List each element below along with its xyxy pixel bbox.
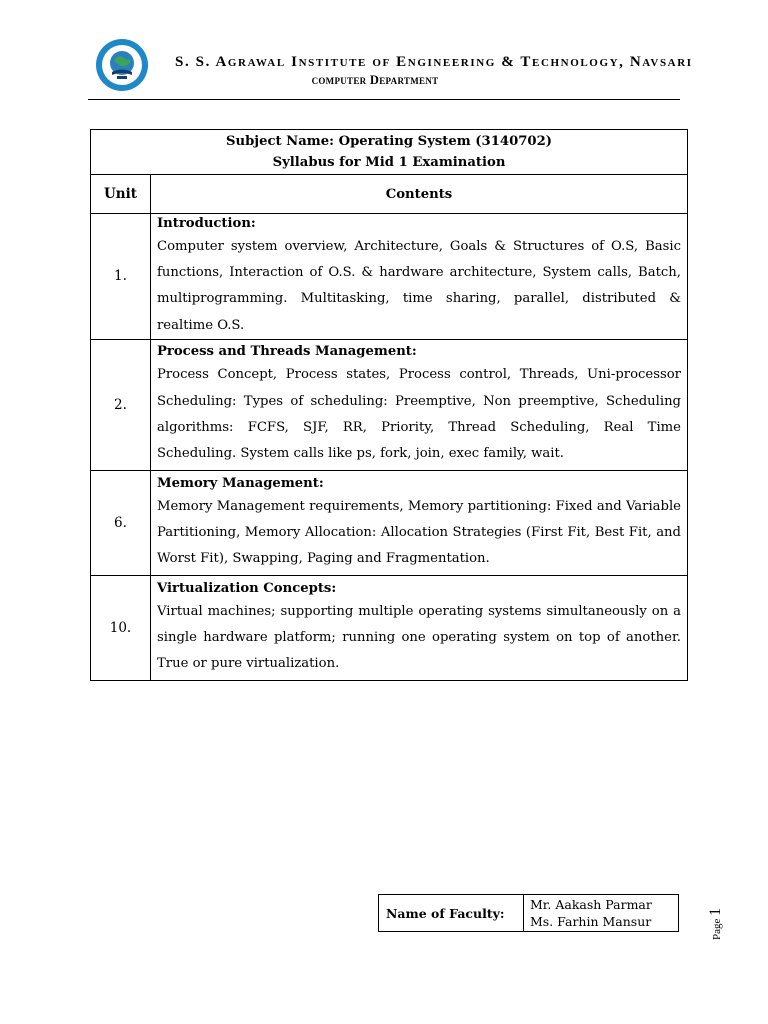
table-row [91, 575, 688, 680]
unit-description: Computer system overview, Architecture, Goals & Structures of O.S, Basic functions, Interaction of O.S. & hardware architecture, System calls, Batch, multiprogramming. Multitasking, time sharing, parallel, distributed & realtime O.S. [157, 239, 681, 333]
contents-column-header: Contents [151, 175, 688, 214]
unit-description: Virtual machines; supporting multiple operating systems simultaneously on a single hardware platform; running one operating system on top of another. True or pure virtualization. [157, 603, 681, 671]
page-label: Page [711, 918, 723, 940]
faculty-name: Ms. Farhin Mansur [530, 914, 652, 929]
faculty-name: Mr. Aakash Parmar [530, 897, 652, 912]
header-row [91, 175, 688, 214]
faculty-names [524, 895, 679, 932]
exam-title: Syllabus for Mid 1 Examination [272, 155, 506, 170]
page-number [707, 907, 747, 940]
unit-description: Process Concept, Process states, Process control, Threads, Uni-processor Scheduling: Types of scheduling: Preemptive, Non preemptive, Scheduling algorithms: FCFS, SJF, RR, Priority, Thread Scheduling, Real Time Scheduling. System calls like ps, fork, join, exec family, wait. [157, 367, 681, 462]
table-row [91, 214, 688, 340]
header-divider [88, 99, 680, 100]
unit-title: Virtualization Concepts: [157, 580, 337, 596]
table-row [91, 339, 688, 470]
unit-title: Process and Threads Management: [157, 344, 417, 360]
page-number-value: 1 [707, 907, 724, 916]
subject-cell [91, 130, 688, 175]
institute-name: S. S. Agrawal Institute of Engineering & Technology, Navsari [175, 54, 693, 70]
faculty-row [379, 895, 679, 932]
faculty-table [378, 894, 679, 932]
table-row [91, 470, 688, 575]
unit-contents [151, 214, 688, 340]
unit-number: 6. [91, 470, 151, 575]
unit-number: 2. [91, 339, 151, 470]
unit-number: 10. [91, 575, 151, 680]
unit-title: Memory Management: [157, 475, 324, 491]
unit-contents [151, 575, 688, 680]
unit-description: Memory Management requirements, Memory partitioning: Fixed and Variable Partitioning, Memory Allocation: Allocation Strategies (First Fit, Best Fit, and Worst Fit), Swapping, Paging and Fragmentation. [157, 498, 681, 566]
subject-name: Subject Name: Operating System (3140702) [225, 134, 553, 149]
faculty-label: Name of Faculty: [379, 895, 524, 932]
institute-logo-icon [95, 38, 149, 92]
syllabus-table [90, 129, 688, 681]
unit-column-header: Unit [91, 175, 151, 214]
unit-contents [151, 339, 688, 470]
subject-row [91, 130, 688, 175]
unit-title: Introduction: [157, 216, 256, 231]
department-name: computer Department [311, 73, 439, 87]
unit-contents [151, 470, 688, 575]
unit-number: 1. [91, 214, 151, 340]
